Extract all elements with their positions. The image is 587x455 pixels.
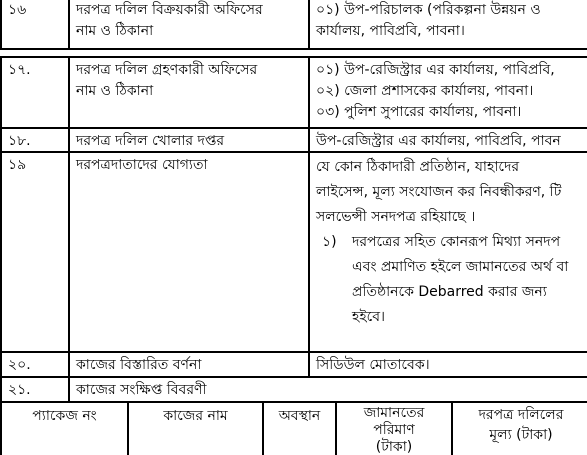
row-value: ০১) উপ-পরিচালক (পরিকল্পনা উন্নয়ন ও কার্যালয়, পাবিপ্রবি, পাবনা। [316,2,541,39]
row-18 [0,129,587,153]
row-number: ২১. [2,378,70,403]
row-19 [0,153,587,353]
row-number: ১৭. [2,58,70,127]
sub-clause: ১) দরপত্রের সহিত কোনরূপ মিথ্যা সনদপ এবং প্রমাণিত হইলে জামানতের অর্থ বা প্রতিষ্ঠানকে Debarred করার জন্য হইবে। [316,230,583,330]
header-package-no: প্যাকেজ নং [2,403,129,455]
row-number: ২০. [2,353,70,376]
work-summary-table [0,401,587,455]
row-number: ১৬ [2,0,70,48]
row-label: দরপত্র দলিল বিক্রয়কারী অফিসের নাম ও ঠিকানা [70,0,310,48]
row-16 [0,0,587,50]
header-location: অবস্থান [264,403,337,455]
row-label: কাজের বিস্তারিত বর্ণনা [70,353,310,376]
header-work-name: কাজের নাম [129,403,264,455]
row-20 [0,353,587,378]
row-value: উপ-রেজিস্ট্রার এর কার্যালয়, পাবিপ্রবি, পাবন [316,133,561,149]
row-21 [0,378,587,403]
row-number: ১৯ [2,153,70,351]
row-label: কাজের সংক্ষিপ্ত বিবরণী [76,382,207,398]
row-17 [0,56,587,129]
header-document-price: দরপত্র দলিলের মূল্য (টাকা) [478,407,564,443]
row-label: দরপত্র দলিল খোলার দপ্তর [70,129,310,151]
sub-clause-marker: ১) [322,234,337,250]
row-value: সিডিউল মোতাবেক। [316,357,430,373]
row-number: ১৮. [2,129,70,151]
row-label: দরপত্র দলিল গ্রহণকারী অফিসের নাম ও ঠিকানা [70,58,310,127]
row-value: ০১) উপ-রেজিস্ট্রার এর কার্যালয়, পাবিপ্রবি, ০২) জেলা প্রশাসকের কার্যালয়, পাবনা। ০৩) পুলিশ সুপারের কার্যালয়, পাবনা। [316,62,555,120]
header-security-amount: জামানতের পরিমাণ (টাকা) [337,403,453,455]
row-value: যে কোন ঠিকাদারী প্রতিষ্ঠান, যাহাদের লাইসেন্স, মূল্য সংযোজন কর নিবন্ধীকরণ, টি সলভেন্সী সনদপত্র রহিয়াছে । ১) দরপত্রের সহিত কোনরূপ মিথ্যা সনদপ এবং প্রমাণিত হইলে জামানতের অর্থ বা প্রতিষ্ঠানকে Debarred করার জন্য হইবে। [310,153,587,351]
row-label: দরপত্রদাতাদের যোগ্যতা [70,153,310,351]
